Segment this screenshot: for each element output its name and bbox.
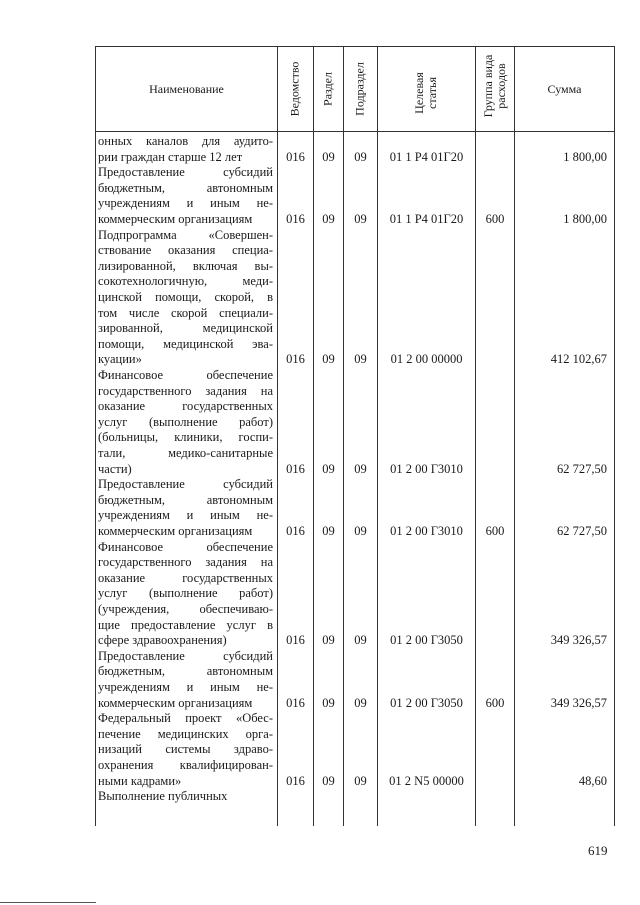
- cell-razdel: 09: [322, 149, 335, 164]
- row-name-line: цинской помощи, скорой, в: [98, 289, 273, 304]
- row-name-line: сфере здравоохранения): [98, 633, 227, 648]
- cell-vid: 600: [485, 212, 505, 226]
- row-name-line: Предоставление субсидий: [98, 648, 273, 663]
- row-name: [98, 789, 273, 805]
- row-name-line: помощи, медицинской эва-: [98, 336, 273, 351]
- row-name-line: печение медицинских орга-: [98, 726, 273, 741]
- row-name: [98, 228, 273, 368]
- cell-celevaya: 01 1 P4 01Г20: [389, 149, 464, 164]
- row-name-line: Выполнение публичных: [98, 789, 228, 804]
- header-gruppa-line1: Группа вида: [481, 54, 495, 118]
- col-border-right: [614, 46, 615, 826]
- header-podrazdel: Подраздел: [352, 62, 367, 116]
- cell-ved: 016: [286, 352, 305, 367]
- cell-summa: 412 102,67: [550, 352, 607, 367]
- cell-celevaya: 01 2 00 Г3050: [390, 695, 463, 710]
- cell-celevaya: 01 2 00 Г3050: [390, 633, 463, 648]
- row-name-line: учреждениям и иным не-: [98, 508, 273, 523]
- row-name-line: охранения квалифицирован-: [98, 757, 273, 772]
- cell-ved: 016: [286, 212, 305, 226]
- cell-razdel: 09: [322, 212, 335, 226]
- header-gruppa: [482, 55, 508, 118]
- row-name-line: Финансовое обеспечение: [98, 539, 273, 554]
- row-name-line: услуг (выполнение работ): [98, 586, 273, 601]
- header-summa: Сумма: [547, 82, 582, 96]
- cell-podrazdel: 09: [354, 149, 367, 164]
- cell-summa: 349 326,57: [550, 695, 607, 710]
- cell-summa: 48,60: [578, 773, 607, 788]
- row-name-line: зированной, медицинской: [98, 321, 273, 336]
- row-name-line: ными кадрами»: [98, 773, 182, 788]
- cell-podrazdel: 09: [354, 461, 367, 476]
- header-razdel: Раздел: [320, 72, 335, 106]
- row-name-line: Подпрограмма «Совершен-: [98, 227, 273, 242]
- row-name-line: (учреждения, обеспечиваю-: [98, 601, 273, 616]
- header-gruppa-line2: расходов: [494, 63, 508, 109]
- cell-podrazdel: 09: [354, 352, 367, 367]
- row-name-line: оказание государственных: [98, 399, 273, 414]
- row-name-line: бюджетным, автономным: [98, 492, 273, 507]
- row-name-line: лизированной, включая вы-: [98, 258, 273, 273]
- cell-ved: 016: [286, 633, 305, 648]
- row-name: [98, 711, 273, 789]
- cell-ved: 016: [286, 524, 305, 538]
- cell-summa: 349 326,57: [550, 633, 607, 648]
- header-name: Наименование: [149, 82, 224, 96]
- row-name-line: услуг (выполнение работ): [98, 414, 273, 429]
- row-name-line: учреждениям и иным не-: [98, 679, 273, 694]
- row-name: [98, 477, 273, 539]
- cell-summa: 62 727,50: [557, 524, 607, 538]
- cell-vid: 600: [485, 524, 505, 538]
- cell-podrazdel: 09: [354, 524, 367, 538]
- header-bottom-border: [95, 131, 615, 132]
- cell-vid: 600: [485, 695, 505, 710]
- cell-celevaya: 01 2 00 Г3010: [390, 461, 463, 476]
- header-celevaya-line2: статья: [425, 77, 439, 109]
- cell-celevaya: 01 2 00 00000: [390, 352, 463, 367]
- col-border-left: [95, 46, 96, 826]
- row-name-line: (больницы, клиники, госпи-: [98, 430, 273, 445]
- row-name-line: Предоставление субсидий: [98, 477, 273, 492]
- row-name-line: оказание государственных: [98, 570, 273, 585]
- cell-razdel: 09: [322, 695, 335, 710]
- cell-podrazdel: 09: [354, 212, 367, 226]
- row-name-line: государственного задания на: [98, 383, 273, 398]
- row-name-line: Финансовое обеспечение: [98, 368, 273, 382]
- cell-ved: 016: [286, 461, 305, 476]
- row-name-line: тали, медико-санитарные: [98, 445, 273, 460]
- row-name: [98, 165, 273, 227]
- footnote-rule: [0, 902, 96, 903]
- row-name-line: куации»: [98, 352, 142, 367]
- header-celevaya: [413, 72, 439, 114]
- row-name-line: части): [98, 461, 132, 476]
- table-top-border: [95, 46, 615, 47]
- cell-ved: 016: [286, 695, 305, 710]
- page-number: 619: [588, 843, 608, 858]
- cell-razdel: 09: [322, 633, 335, 648]
- row-name-line: рии граждан старше 12 лет: [98, 149, 243, 164]
- cell-celevaya: 01 1 P4 01Г20: [389, 212, 464, 226]
- header-celevaya-line1: Целевая: [412, 72, 426, 114]
- cell-ved: 016: [286, 773, 305, 788]
- row-name-line: щие предоставление услуг в: [98, 617, 273, 632]
- row-name: [98, 649, 273, 711]
- row-name-line: учреждениям и иным не-: [98, 196, 273, 211]
- row-name-line: ствование оказания специа-: [98, 243, 273, 258]
- row-name-line: онных каналов для аудито-: [98, 134, 273, 148]
- row-name: [98, 368, 273, 477]
- cell-razdel: 09: [322, 352, 335, 367]
- cell-celevaya: 01 2 00 Г3010: [390, 524, 463, 538]
- row-name-line: Предоставление субсидий: [98, 165, 273, 180]
- row-name-line: том числе скорой специали-: [98, 305, 273, 320]
- row-name: [98, 134, 273, 165]
- row-name-line: коммерческим организациям: [98, 211, 253, 226]
- row-name-line: низаций системы здраво-: [98, 742, 273, 757]
- row-name-line: бюджетным, автономным: [98, 180, 273, 195]
- cell-summa: 1 800,00: [563, 212, 607, 226]
- row-name-line: коммерческим организациям: [98, 523, 253, 538]
- cell-razdel: 09: [322, 461, 335, 476]
- cell-podrazdel: 09: [354, 773, 367, 788]
- header-vedomstvo: Ведомство: [287, 61, 302, 117]
- cell-razdel: 09: [322, 524, 335, 538]
- row-name-line: Федеральный проект «Обес-: [98, 711, 273, 726]
- cell-podrazdel: 09: [354, 633, 367, 648]
- cell-summa: 62 727,50: [557, 461, 607, 476]
- cell-ved: 016: [286, 149, 305, 164]
- cell-podrazdel: 09: [354, 695, 367, 710]
- row-name-line: бюджетным, автономным: [98, 664, 273, 679]
- row-name-line: коммерческим организациям: [98, 695, 253, 710]
- cell-celevaya: 01 2 N5 00000: [389, 773, 464, 788]
- row-name: [98, 540, 273, 649]
- row-name-line: государственного задания на: [98, 555, 273, 570]
- cell-summa: 1 800,00: [563, 149, 607, 164]
- cell-razdel: 09: [322, 773, 335, 788]
- row-name-line: сокотехнологичную, меди-: [98, 274, 273, 289]
